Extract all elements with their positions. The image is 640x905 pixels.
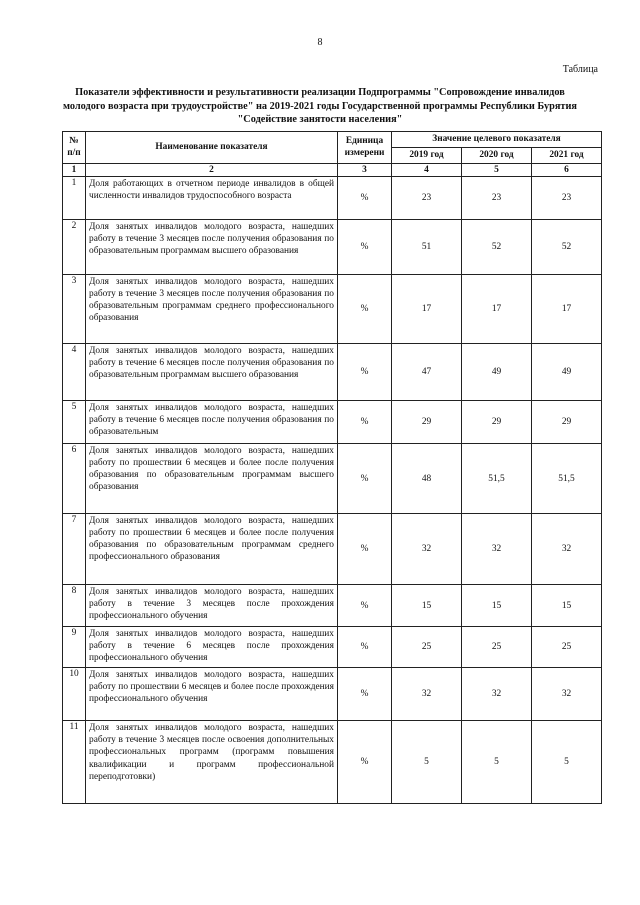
document-title: Показатели эффективности и результативности реализации Подпрограммы "Сопровождение инвалидов молодого возраста при трудоустройстве" на 2019-2021 годы Государственной программы Республики Бурятия "Содействие занятости населения" — [63, 87, 577, 125]
value-2021: 32 — [532, 514, 602, 585]
value-2021: 17 — [532, 275, 602, 344]
row-number: 11 — [63, 721, 86, 804]
value-2020: 49 — [462, 344, 532, 401]
row-number: 2 — [63, 220, 86, 275]
value-2021: 51,5 — [532, 444, 602, 514]
header-year-2020: 2020 год — [462, 148, 532, 164]
value-2020: 17 — [462, 275, 532, 344]
value-2021: 5 — [532, 721, 602, 804]
value-2019: 48 — [392, 444, 462, 514]
value-2021: 25 — [532, 627, 602, 668]
value-2020: 5 — [462, 721, 532, 804]
indicator-name: Доля занятых инвалидов молодого возраста, нашедших работу в течение 3 месяцев после прохождения профессионального обучения — [86, 585, 338, 627]
value-2021: 52 — [532, 220, 602, 275]
table-row — [63, 514, 602, 585]
value-2021: 49 — [532, 344, 602, 401]
table-row — [63, 401, 602, 444]
value-2019: 29 — [392, 401, 462, 444]
indicator-name: Доля занятых инвалидов молодого возраста, нашедших работу в течение 3 месяцев после получения образования по образовательным программам высшего образования — [86, 220, 338, 275]
unit-cell: % — [338, 585, 392, 627]
row-number: 9 — [63, 627, 86, 668]
value-2019: 17 — [392, 275, 462, 344]
table-row — [63, 444, 602, 514]
col-number: 5 — [462, 164, 532, 177]
page-number: 8 — [317, 37, 323, 48]
table-body — [63, 177, 602, 804]
row-number: 6 — [63, 444, 86, 514]
value-2020: 51,5 — [462, 444, 532, 514]
value-2021: 23 — [532, 177, 602, 220]
table-row — [63, 220, 602, 275]
indicator-name: Доля занятых инвалидов молодого возраста, нашедших работу в течение 3 месяцев после получения образования по образовательным программам среднего профессионального образования — [86, 275, 338, 344]
row-number: 1 — [63, 177, 86, 220]
table-row — [63, 177, 602, 220]
header-unit: Единица измерени — [338, 132, 392, 164]
value-2021: 29 — [532, 401, 602, 444]
header-name: Наименование показателя — [86, 132, 338, 164]
table-row — [63, 344, 602, 401]
value-2019: 47 — [392, 344, 462, 401]
row-number: 8 — [63, 585, 86, 627]
value-2020: 29 — [462, 401, 532, 444]
col-number: 1 — [63, 164, 86, 177]
unit-cell: % — [338, 177, 392, 220]
table-row — [63, 275, 602, 344]
row-number: 4 — [63, 344, 86, 401]
indicator-name: Доля занятых инвалидов молодого возраста, нашедших работу в течение 6 месяцев после прохождения профессионального обучения — [86, 627, 338, 668]
table-row — [63, 721, 602, 804]
value-2020: 23 — [462, 177, 532, 220]
value-2019: 23 — [392, 177, 462, 220]
indicator-name: Доля работающих в отчетном периоде инвалидов в общей численности инвалидов трудоспособного возраста — [86, 177, 338, 220]
row-number: 10 — [63, 668, 86, 721]
value-2021: 32 — [532, 668, 602, 721]
col-number: 2 — [86, 164, 338, 177]
unit-cell: % — [338, 514, 392, 585]
value-2019: 5 — [392, 721, 462, 804]
row-number: 5 — [63, 401, 86, 444]
value-2020: 25 — [462, 627, 532, 668]
table-row — [63, 627, 602, 668]
header-year-2019: 2019 год — [392, 148, 462, 164]
value-2020: 32 — [462, 668, 532, 721]
row-number: 7 — [63, 514, 86, 585]
indicator-name: Доля занятых инвалидов молодого возраста, нашедших работу в течение 3 месяцев после освоения дополнительных профессиональных программ (программ повышения квалификации и программ профессиональной переподготовки) — [86, 721, 338, 804]
col-number: 6 — [532, 164, 602, 177]
value-2020: 15 — [462, 585, 532, 627]
indicator-name: Доля занятых инвалидов молодого возраста, нашедших работу в течение 6 месяцев после получения образования по образовательным — [86, 401, 338, 444]
indicator-name: Доля занятых инвалидов молодого возраста, нашедших работу по прошествии 6 месяцев и более после получения образования по образовательным программам среднего профессионального образования — [86, 514, 338, 585]
value-2020: 32 — [462, 514, 532, 585]
table-row — [63, 585, 602, 627]
header-year-2021: 2021 год — [532, 148, 602, 164]
row-number: 3 — [63, 275, 86, 344]
indicator-name: Доля занятых инвалидов молодого возраста, нашедших работу по прошествии 6 месяцев и более после прохождения профессионального обучения — [86, 668, 338, 721]
value-2019: 51 — [392, 220, 462, 275]
col-number: 3 — [338, 164, 392, 177]
header-num: № п/п — [63, 132, 86, 164]
unit-cell: % — [338, 344, 392, 401]
value-2019: 25 — [392, 627, 462, 668]
unit-cell: % — [338, 721, 392, 804]
value-2019: 15 — [392, 585, 462, 627]
table-label: Таблица — [562, 64, 598, 75]
value-2021: 15 — [532, 585, 602, 627]
indicator-name: Доля занятых инвалидов молодого возраста, нашедших работу по прошествии 6 месяцев и более после получения образования по образовательным программам высшего образования — [86, 444, 338, 514]
value-2019: 32 — [392, 514, 462, 585]
indicator-name: Доля занятых инвалидов молодого возраста, нашедших работу в течение 6 месяцев после получения образования по образовательным программам высшего образования — [86, 344, 338, 401]
header-target: Значение целевого показателя — [392, 132, 602, 148]
unit-cell: % — [338, 668, 392, 721]
table-row — [63, 668, 602, 721]
value-2019: 32 — [392, 668, 462, 721]
unit-cell: % — [338, 401, 392, 444]
col-number: 4 — [392, 164, 462, 177]
unit-cell: % — [338, 220, 392, 275]
indicators-table — [62, 131, 602, 804]
unit-cell: % — [338, 275, 392, 344]
unit-cell: % — [338, 444, 392, 514]
value-2020: 52 — [462, 220, 532, 275]
unit-cell: % — [338, 627, 392, 668]
